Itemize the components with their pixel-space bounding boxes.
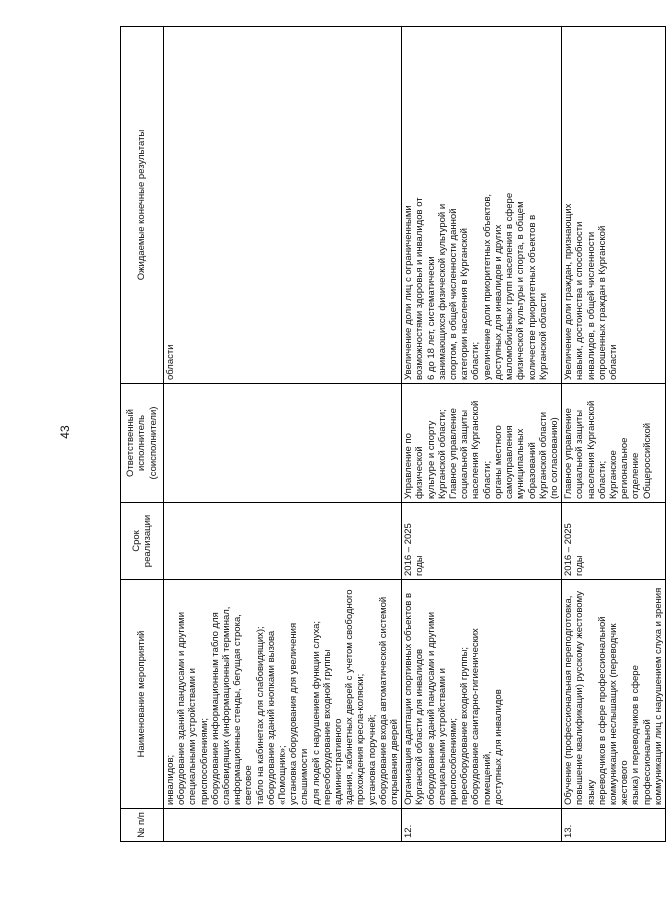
cell-text: увеличение доли приоритетных объектов, (481, 193, 493, 380)
cell-text: Курганской области (537, 411, 549, 499)
cell-text: Обучение (профессиональная переподготовка, (563, 595, 575, 805)
cell-text: 12. (403, 824, 415, 838)
cell-text: отделение Общероссийской (630, 422, 653, 499)
cell-text: области; (596, 460, 608, 499)
cell-text: области; (470, 341, 482, 380)
cell-text: переоборудование входной группы; (459, 646, 471, 805)
cell-text: Главное управление (448, 408, 460, 499)
cell-text: спортом, в общей численности данной (448, 208, 460, 380)
cell-text: специальными устройствами и приспособлениями; (436, 668, 460, 805)
cell-text: слабовидящих (информационный терминал, (221, 606, 233, 805)
cell-text: переводчиков в сфере профессиональной (596, 616, 608, 805)
cell-text: области (607, 344, 619, 380)
cell-text: коммуникации неслышащих (переводчик жестового (607, 623, 631, 805)
cell-text: области; (481, 460, 493, 499)
row-results (562, 27, 666, 384)
cell-text: маломобильных групп населения в сфере (504, 192, 516, 380)
cell-text: опрошенных граждан в Курганской (596, 225, 608, 380)
row-executor (402, 384, 562, 503)
cell-text: возможностями здоровья и инвалидов от (414, 197, 426, 380)
cell-text: органы местного (492, 425, 504, 499)
cell-text: 2016 – 2025 годы (403, 523, 426, 576)
row-term (164, 503, 402, 580)
row-num (562, 809, 666, 842)
cell-text: 13. (563, 824, 575, 838)
row-num (164, 809, 402, 842)
row-executor (562, 384, 666, 503)
header-executor: Ответственный исполнитель (соисполнители) (121, 384, 164, 503)
cell-text: прохождения кресла-коляски; (355, 673, 367, 805)
cell-text: социальной защиты (574, 409, 586, 499)
row-term (562, 503, 666, 580)
cell-text: переоборудование входной группы административного (321, 649, 345, 805)
cell-text: установка оборудования для увеличения слышимости (288, 622, 311, 805)
header-num: № п/п (121, 809, 164, 842)
cell-text: оборудование зданий пандусами и другими (176, 611, 188, 805)
cell-text: доступных для инвалидов (492, 689, 504, 805)
cell-text: Управление по физической (403, 433, 426, 499)
cell-text: Курганской области (537, 292, 549, 380)
cell-text: открывания дверей (389, 719, 401, 805)
measures-table (120, 26, 666, 842)
row-name (562, 580, 666, 809)
row-results (164, 27, 402, 384)
cell-text: оборудование зданий кнопками вызова «Помощник»; (265, 630, 289, 805)
table-row (402, 27, 562, 842)
cell-text: Курганской области; (436, 409, 448, 499)
cell-text: населения Курганской (585, 400, 597, 499)
cell-text: оборудование санитарно-гигиенических помещений, (470, 628, 493, 805)
cell-text: количестве приоритетных объектов в (526, 214, 538, 380)
cell-text: занимающихся физической культурой и (436, 203, 448, 380)
page-number: 43 (58, 425, 72, 439)
row-results (402, 27, 562, 384)
cell-text: области (165, 344, 176, 380)
row-term (402, 503, 562, 580)
cell-text: населения Курганской (470, 400, 482, 499)
cell-text: культуре и спорту (425, 420, 437, 499)
rotated-page (120, 62, 664, 842)
cell-text: 2016 – 2025 годы (563, 523, 586, 576)
cell-text: навыки, достоинства и способности (574, 221, 586, 380)
table-row (164, 27, 402, 842)
table-row (562, 27, 666, 842)
cell-text: оборудование информационным табло для (209, 612, 221, 805)
cell-text: специальными устройствами и приспособлениями; (187, 668, 210, 805)
cell-text: языка) и переводчиков в сфере профессиональной (630, 665, 653, 805)
cell-text: Увеличение доли граждан, признающих (563, 203, 575, 380)
table-header-row (121, 27, 164, 842)
row-executor (164, 384, 402, 503)
cell-text: повышение квалификации) русскому жестовому языку (574, 591, 597, 805)
cell-text: муниципальных образований (515, 428, 538, 499)
cell-text: социальной защиты (459, 409, 471, 499)
cell-text: категории населения в Курганской (459, 228, 471, 380)
cell-text: здания, кабинетных дверей с учетом свободного (344, 589, 356, 805)
header-name: Наименование мероприятий (121, 580, 164, 809)
cell-text: (по согласованию) (548, 417, 560, 499)
cell-text: физической культуры и спорта, в общем (515, 201, 527, 380)
row-name (402, 580, 562, 809)
cell-text: 6 до 18 лет, систематически (425, 256, 437, 380)
cell-text: Курганской области для инвалидов (414, 648, 426, 805)
cell-text: доступных для инвалидов и других (492, 224, 504, 380)
cell-text: самоуправления (504, 425, 516, 499)
cell-text: табло на кабинетах для слабовидящих); (254, 626, 266, 805)
cell-text: оборудование зданий пандусами и другими (425, 611, 437, 805)
cell-text: оборудование входа автоматической системой (377, 596, 389, 805)
cell-text: установка поручней; (366, 714, 378, 805)
cell-text: Курганское региональное (607, 437, 631, 499)
cell-text: Организация адаптации спортивных объектов в (403, 593, 415, 805)
row-name (164, 580, 402, 809)
cell-text: Главное управление (563, 408, 575, 499)
cell-text: коммуникации лиц с нарушением слуха и зрения (652, 587, 664, 805)
cell-text: информационные стенды, бегущая строка, световое (232, 614, 255, 805)
row-num (402, 809, 562, 842)
cell-text: Увеличение доли лиц с ограниченными (403, 205, 415, 380)
table-body (164, 27, 666, 842)
header-term: Срок реализации (121, 503, 164, 580)
cell-text: для людей с нарушением функции слуха; (310, 620, 322, 805)
header-results: Ожидаемые конечные результаты (121, 27, 164, 384)
cell-text: инвалидов; (165, 754, 176, 805)
cell-text: инвалидов, в общей численности (585, 231, 597, 380)
